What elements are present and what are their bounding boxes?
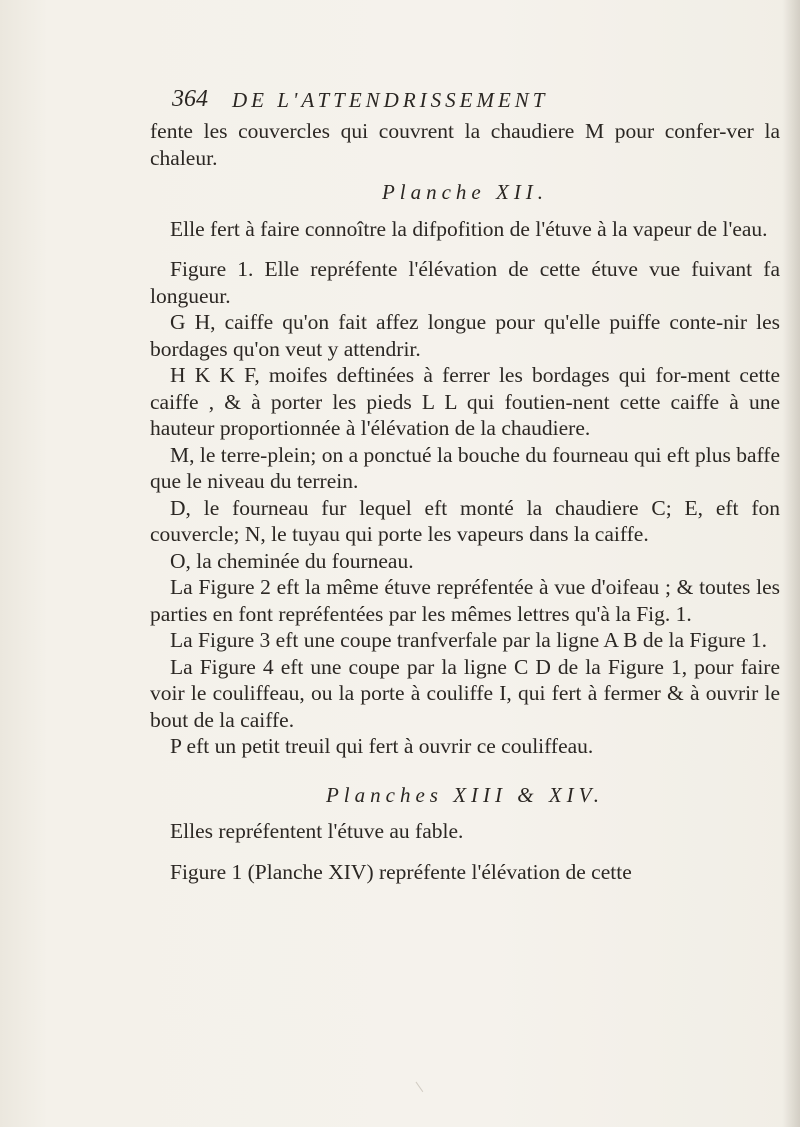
paragraph: La Figure 2 eft la même étuve repréfentée à vue d'oifeau ; & toutes les parties en font repréfentées par les mêmes lettres qu'à la Fig. 1. <box>150 575 780 626</box>
section-heading: Planches XIII & XIV. <box>325 782 605 807</box>
paragraph: D, le fourneau fur lequel eft monté la chaudiere C; E, eft fon couvercle; N, le tuyau qui porte les vapeurs dans la caiffe. <box>150 495 780 546</box>
paragraph: Elles repréfentent l'étuve au fable. <box>170 819 464 843</box>
body-text <box>150 118 780 885</box>
paragraph: La Figure 4 eft une coupe par la ligne C D de la Figure 1, pour faire voir le couliffeau, ou la porte à couliffe I, qui fert à fermer & à ouvrir le bout de la caiffe. <box>150 654 780 732</box>
running-head: DE L'ATTENDRISSEMENT <box>232 88 549 112</box>
paragraph: O, la cheminée du fourneau. <box>170 548 414 573</box>
paragraph: P eft un petit treuil qui fert à ouvrir ce couliffeau. <box>170 734 594 758</box>
page-number: 364 <box>172 86 208 112</box>
paragraph: M, le terre-plein; on a ponctué la bouche du fourneau qui eft plus baffe que le niveau du terrein. <box>150 442 780 493</box>
paragraph: Elle fert à faire connoître la difpofition de l'étuve à la vapeur de l'eau. <box>170 216 768 241</box>
paragraph: H K K F, moifes deftinées à ferrer les bordages qui for-ment cette caiffe , & à porter les pieds L L qui foutien-nent cette caiffe à une hauteur proportionnée à l'élévation de la chaudiere. <box>150 363 780 440</box>
paragraph: Figure 1 (Planche XIV) repréfente l'élévation de cette <box>170 859 632 884</box>
section-heading: Planche XII. <box>381 180 549 204</box>
paragraph: fente les couvercles qui couvrent la chaudiere M pour confer-ver la chaleur. <box>150 119 780 170</box>
paragraph: Figure 1. Elle repréfente l'élévation de cette étuve vue fuivant fa longueur. <box>150 257 780 308</box>
paper-mark <box>416 1076 432 1092</box>
paragraph: La Figure 3 eft une coupe tranfverfale par la ligne A B de la Figure 1. <box>170 628 768 652</box>
paragraph: G H, caiffe qu'on fait affez longue pour qu'elle puiffe conte-nir les bordages qu'on veut y attendrir. <box>150 310 780 361</box>
page-edge-shadow <box>782 0 800 1127</box>
